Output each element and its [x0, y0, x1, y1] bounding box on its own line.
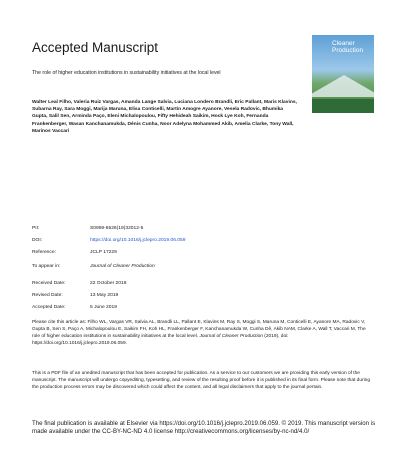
citation-text: Please cite this article as: Filho WL, Vargas VR, Salvia AL, Brandli LL, Pallant E, Klavins M, Ray S, Moggi S, Maruna M, Conticelli E, Ayanore MA, Radovic V, Gupta B, Sen S, Paço A, Michalopoulou E, Saikim FH, Koh HL, Frankenberger F, Kanchanamukda W, Cunha Dê, Akib NAM, Clarke A, Wall T, Vaccari M, The role of higher education institutions in sustainability initiatives at the local level,: [32, 320, 366, 339]
doi-link[interactable]: https://doi.org/10.1016/j.jclepro.2019.06.059: [90, 238, 186, 243]
citation-doi: (2019), doi: https://doi.org/10.1016/j.jclepro.2019.06.059.: [32, 334, 289, 346]
journal-cover: [312, 35, 374, 113]
citation-journal: Journal of Cleaner Production: [199, 334, 263, 339]
license-statement: The final publication is available at Elsevier via https://doi.org/10.1016/j.jclepro.2019.06.059. © 2019. This manuscript version is made available under the CC-BY-NC-ND 4.0 license http://creativecommons.org/licenses/by-nc-nd/4.0/: [32, 420, 376, 436]
page-heading: Accepted Manuscript: [32, 40, 159, 55]
meta-label: Received Date:: [32, 281, 66, 286]
meta-value: 5 June 2019: [90, 305, 117, 310]
author-list: Walter Leal Filho, Valeria Ruiz Vargas, Amanda Lange Salvia, Luciana Londero Brandli, Eric Pallant, Maris Klavins, Subarna Ray, Sara Moggi, Marija Maruna, Elisa Conticelli, Martin Amogre Ayanore, Vesela Radovic, Bhumika Gupta, Salil Sen, Arminda Paço, Eleni Michalopoulou, Fifty Hehideah Saikim, Hock Lye Koh, Fernanda Frankenberger, Wasan Kanchanamukda, Dênis Cunha, Noor Adelyna Mohammed Akib, Amelia Clarke, Tony Wall, Marinos Vaccari: [32, 100, 297, 134]
meta-value: JCLP 17229: [90, 250, 117, 255]
meta-value: S0959-6526(19)32012-5: [90, 226, 144, 231]
article-title: The role of higher education institutions in sustainability initiatives at the local level: [32, 70, 221, 76]
meta-label: DOI:: [32, 238, 43, 243]
meta-label: Reference:: [32, 250, 56, 255]
journal-cover-title: Cleaner Production: [332, 40, 364, 54]
meta-value: 13 May 2019: [90, 293, 119, 298]
citation-paragraph: [32, 319, 370, 347]
cover-band: [312, 99, 374, 113]
meta-label: Revised Date:: [32, 293, 63, 298]
cover-mountain-shape: [312, 75, 374, 97]
meta-value: 22 October 2018: [90, 281, 127, 286]
disclaimer-paragraph: This is a PDF file of an unedited manuscript that has been accepted for publication. As a service to our customers we are providing this early version of the manuscript. The manuscript will undergo copyediting, typesetting, and review of the resulting proof before it is published in its final form. Please note that during the production process errors may be discovered which could affect the content, and all legal disclaimers that apply to the journal pertain.: [32, 371, 371, 390]
meta-journal: Journal of Cleaner Production: [90, 264, 155, 269]
meta-label: To appear in:: [32, 264, 61, 269]
meta-label: PII:: [32, 226, 40, 231]
meta-label: Accepted Date:: [32, 305, 66, 310]
